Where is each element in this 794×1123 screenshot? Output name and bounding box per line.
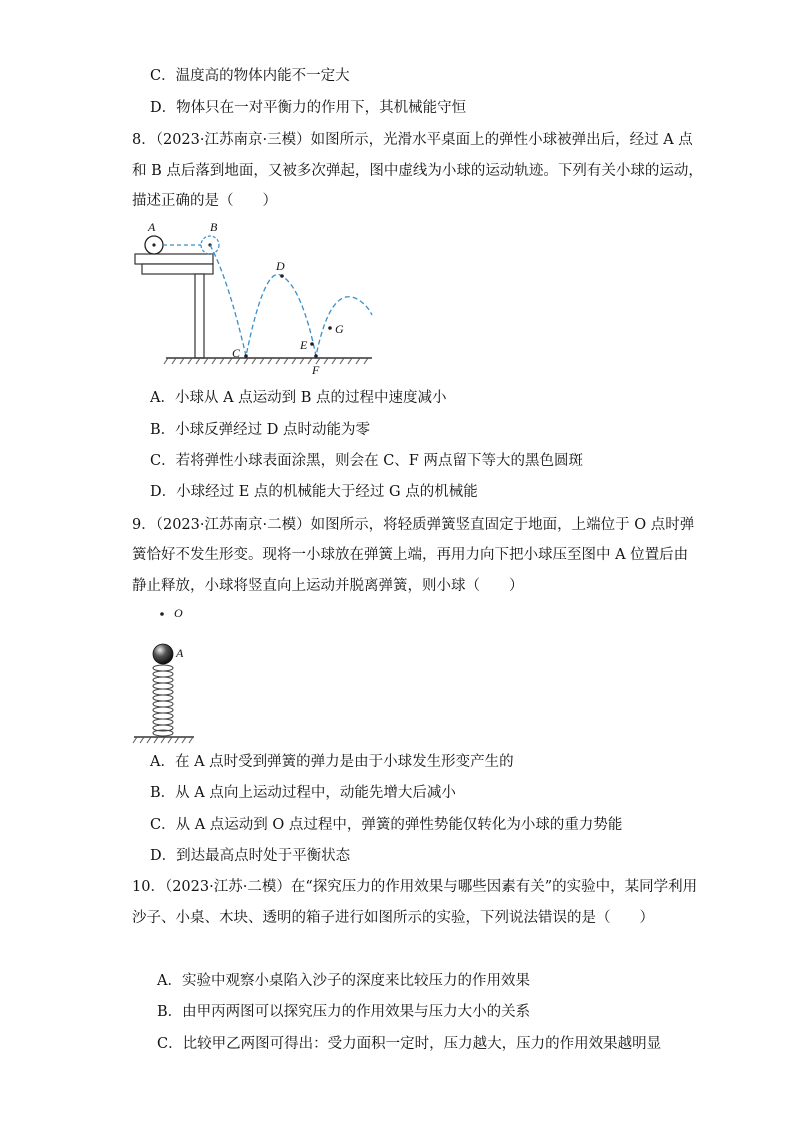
q10-option-b: B．由甲丙两图可以探究压力的作用效果与压力大小的关系 xyxy=(157,1004,531,1020)
q9-option-c: C．从 A 点运动到 O 点过程中，弹簧的弹性势能仅转化为小球的重力势能 xyxy=(150,817,623,833)
ball xyxy=(153,644,173,664)
q10-option-a: A．实验中观察小桌陷入沙子的深度来比较压力的作用效果 xyxy=(157,973,530,989)
q8-option-d: D．小球经过 E 点的机械能大于经过 G 点的机械能 xyxy=(150,484,478,500)
q8-option-c: C．若将弹性小球表面涂黑，则会在 C、F 两点留下等大的黑色圆斑 xyxy=(150,453,583,469)
q7-option-d: D．物体只在一对平衡力的作用下，其机械能守恒 xyxy=(150,100,467,116)
q8-stem-line2: 和 B 点后落到地面，又被多次弹起，图中虚线为小球的运动轨迹。下列有关小球的运动， xyxy=(132,163,703,179)
q8-stem-line1: 8．（2023·江苏南京·三模）如图所示，光滑水平桌面上的弹性小球被弹出后，经过 A 点 xyxy=(132,132,693,148)
label-a: A xyxy=(176,646,184,660)
label-a: A xyxy=(148,220,156,234)
q9-stem-line1: 9．（2023·江苏南京·二模）如图所示，将轻质弹簧竖直固定于地面，上端位于 O 点时弹 xyxy=(132,517,695,533)
q10-stem-line2: 沙子、小桌、木块、透明的箱子进行如图所示的实验，下列说法错误的是（ ） xyxy=(132,910,654,926)
label-e: E xyxy=(300,338,308,352)
table-leg xyxy=(195,274,204,358)
q8-option-b: B．小球反弹经过 D 点时动能为零 xyxy=(150,422,370,438)
q8-figure xyxy=(130,218,380,378)
label-b: B xyxy=(210,220,218,234)
label-o: O xyxy=(174,606,183,620)
label-c: C xyxy=(232,346,241,360)
trajectory xyxy=(210,245,372,356)
table-rim xyxy=(142,264,213,274)
label-d: D xyxy=(276,259,285,273)
q9-option-b: B．从 A 点向上运动过程中，动能先增大后减小 xyxy=(150,785,456,801)
point-o xyxy=(160,612,164,616)
q9-option-a: A．在 A 点时受到弹簧的弹力是由于小球发生形变产生的 xyxy=(150,754,514,770)
spring xyxy=(153,665,173,736)
q9-stem-line2: 簧恰好不发生形变。现将一小球放在弹簧上端，再用力向下把小球压至图中 A 位置后由 xyxy=(132,547,689,563)
q10-option-c: C．比较甲乙两图可得出：受力面积一定时，压力越大，压力的作用效果越明显 xyxy=(157,1036,662,1052)
label-g: G xyxy=(335,322,344,336)
q7-option-c: C．温度高的物体内能不一定大 xyxy=(150,68,350,84)
table-top xyxy=(135,254,213,264)
q9-option-d: D．到达最高点时处于平衡状态 xyxy=(150,848,351,864)
q10-stem-line1: 10．（2023·江苏·二模）在“探究压力的作用效果与哪些因素有关”的实验中，某同学利用 xyxy=(132,879,698,895)
q8-stem-line3: 描述正确的是（ ） xyxy=(132,193,277,209)
q8-option-a: A．小球从 A 点运动到 B 点的过程中速度减小 xyxy=(150,390,447,406)
q9-stem-line3: 静止释放，小球将竖直向上运动并脱离弹簧，则小球（ ） xyxy=(132,578,524,594)
q9-figure xyxy=(130,600,210,745)
label-f: F xyxy=(312,363,320,377)
